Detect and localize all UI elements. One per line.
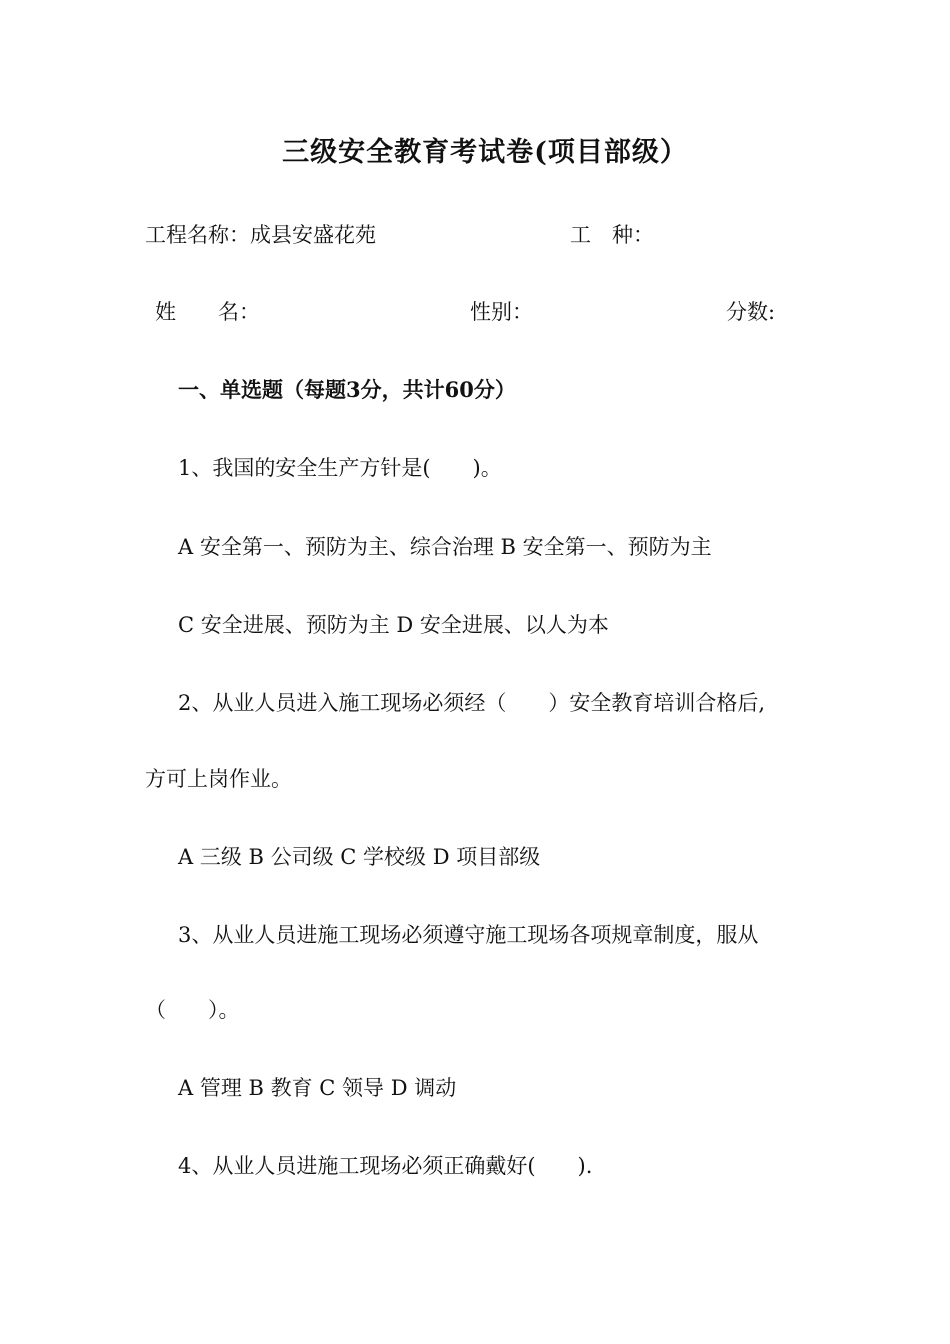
question-1-option-line-2: C 安全进展、预防为主 D 安全进展、以人为本 xyxy=(178,613,609,637)
name-label: 姓 名： xyxy=(155,300,260,324)
question-1-option-line-1: A 安全第一、预防为主、综合治理 B 安全第一、预防为主 xyxy=(178,535,712,559)
question-2-options: A 三级 B 公司级 C 学校级 D 项目部级 xyxy=(178,845,541,869)
question-2-stem: 2、从业人员进入施工现场必须经（ ）安全教育培训合格后, xyxy=(178,691,766,715)
question-3-options: A 管理 B 教育 C 领导 D 调动 xyxy=(178,1076,457,1100)
question-4-stem: 4、从业人员进施工现场必须正确戴好( ). xyxy=(178,1154,593,1178)
project-name-label: 工程名称：成县安盛花苑 xyxy=(145,223,376,247)
exam-title: 三级安全教育考试卷(项目部级） xyxy=(282,137,688,168)
score-label: 分数: xyxy=(726,300,776,324)
question-3-stem-continued: （ ）。 xyxy=(145,998,240,1022)
section-heading: 一、单选题（每题3分，共计60分） xyxy=(178,377,516,402)
question-3-stem: 3、从业人员进施工现场必须遵守施工现场各项规章制度，服从 xyxy=(178,923,759,947)
trade-label: 工 种： xyxy=(570,223,654,247)
gender-label: 性别： xyxy=(470,300,533,324)
question-1-stem: 1、我国的安全生产方针是( )。 xyxy=(178,456,502,480)
question-2-stem-continued: 方可上岗作业。 xyxy=(145,767,292,791)
